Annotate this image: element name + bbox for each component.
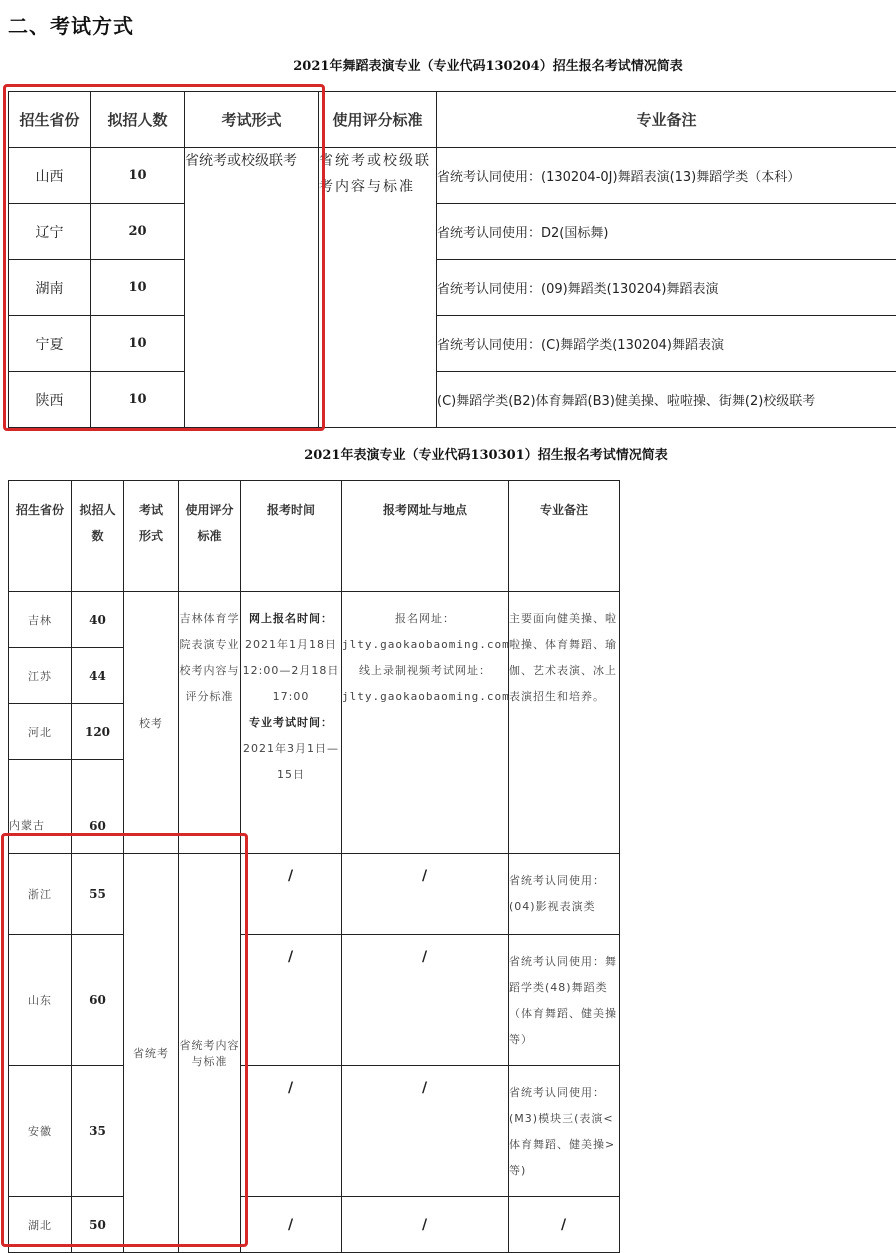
count-cell: 20 — [91, 204, 185, 260]
province-cell: 河北 — [9, 704, 72, 760]
exam-time-cell: / — [241, 935, 342, 1066]
table-row — [9, 1197, 620, 1253]
exam-time-cell: / — [241, 854, 342, 935]
province-cell: 湖南 — [9, 260, 91, 316]
header-time-text: 报考时间 — [267, 503, 315, 517]
video-site-label: 线上录制视频考试网址： — [342, 658, 508, 684]
exam-form-cell: 省统考或校级联考 — [185, 148, 319, 428]
province-cell: 安徽 — [9, 1066, 72, 1197]
count-cell: 55 — [72, 854, 124, 935]
header-exam-form: 考试形式 — [185, 92, 319, 148]
header-count-line-1: 拟招人 — [79, 503, 115, 517]
province-cell: 辽宁 — [9, 204, 91, 260]
standard-cell: 吉林体育学院表演专业校考内容与评分标准 — [179, 592, 241, 854]
header-standard-line-1: 使用评分 — [185, 503, 233, 517]
count-cell: 10 — [91, 260, 185, 316]
province-cell: 吉林 — [9, 592, 72, 648]
exam-time-cell: / — [241, 1066, 342, 1197]
count-cell: 44 — [72, 648, 124, 704]
province-cell: 湖北 — [9, 1197, 72, 1253]
performance-table — [8, 480, 620, 1253]
table-row — [9, 372, 896, 428]
note-cell: 省统考认同使用：D2(国标舞) — [437, 204, 896, 260]
exam-site-cell: / — [342, 935, 509, 1066]
registration-site-url[interactable]: jlty.gaokaobaoming.com — [342, 632, 508, 658]
header-standard — [179, 481, 241, 592]
province-cell: 宁夏 — [9, 316, 91, 372]
header-site — [342, 481, 509, 592]
registration-site-label: 报名网址： — [342, 606, 508, 632]
note-cell: 省统考认同使用：(M3)模块三(表演<体育舞蹈、健美操>等) — [509, 1066, 620, 1197]
header-note: 专业备注 — [437, 92, 896, 148]
exam-time-cell — [241, 592, 342, 854]
note-cell: 省统考认同使用：(130204-0J)舞蹈表演(13)舞蹈学类（本科） — [437, 148, 896, 204]
header-form-line-2: 形式 — [139, 529, 163, 543]
count-cell: 10 — [91, 316, 185, 372]
note-cell: 省统考认同使用：(04)影视表演类 — [509, 854, 620, 935]
header-province — [9, 481, 72, 592]
exam-site-cell — [342, 592, 509, 854]
registration-time-label: 网上报名时间： — [241, 606, 341, 632]
table-row — [9, 316, 896, 372]
exam-site-cell: / — [342, 854, 509, 935]
table-row — [9, 148, 896, 204]
header-note — [509, 481, 620, 592]
table2-header-row — [9, 481, 620, 592]
note-cell: 省统考认同使用：(C)舞蹈学类(130204)舞蹈表演 — [437, 316, 896, 372]
province-cell: 内蒙古 — [9, 760, 72, 854]
count-cell: 60 — [72, 760, 124, 854]
count-cell: 120 — [72, 704, 124, 760]
table-row — [9, 1066, 620, 1197]
count-cell: 40 — [72, 592, 124, 648]
registration-time-value: 2021年1月18日12:00—2月18日17:00 — [241, 632, 341, 710]
header-form-line-1: 考试 — [139, 503, 163, 517]
note-cell: / — [509, 1197, 620, 1253]
province-cell: 山西 — [9, 148, 91, 204]
header-standard-line-2: 标准 — [197, 529, 221, 543]
header-count-line-2: 数 — [91, 529, 103, 543]
header-standard: 使用评分标准 — [319, 92, 437, 148]
note-cell: 省统考认同使用：舞蹈学类(48)舞蹈类（体育舞蹈、健美操等） — [509, 935, 620, 1066]
note-cell: (C)舞蹈学类(B2)体育舞蹈(B3)健美操、啦啦操、街舞(2)校级联考 — [437, 372, 896, 428]
section-heading: 二、考试方式 — [8, 10, 134, 39]
province-cell: 浙江 — [9, 854, 72, 935]
standard-cell: 省统考或校级联考内容与标准 — [319, 148, 437, 428]
header-count: 拟招人数 — [91, 92, 185, 148]
exam-time-value: 2021年3月1日—15日 — [241, 736, 341, 788]
table-row — [9, 854, 620, 935]
exam-form-cell: 省统考 — [124, 854, 179, 1253]
exam-time-label: 专业考试时间： — [241, 710, 341, 736]
header-province-text: 招生省份 — [16, 503, 64, 517]
province-cell: 山东 — [9, 935, 72, 1066]
exam-site-cell: / — [342, 1197, 509, 1253]
table-row — [9, 204, 896, 260]
table2-caption: 2021年表演专业（专业代码130301）招生报名考试情况简表 — [280, 444, 692, 463]
table1-caption: 2021年舞蹈表演专业（专业代码130204）招生报名考试情况简表 — [270, 55, 706, 74]
header-count — [72, 481, 124, 592]
note-cell: 主要面向健美操、啦啦操、体育舞蹈、瑜伽、艺术表演、冰上表演招生和培养。 — [509, 592, 620, 854]
table-row — [9, 260, 896, 316]
standard-cell: 省统考内容与标准 — [179, 854, 241, 1253]
exam-time-cell: / — [241, 1197, 342, 1253]
count-cell: 35 — [72, 1066, 124, 1197]
province-cell: 陕西 — [9, 372, 91, 428]
count-cell: 10 — [91, 372, 185, 428]
header-time — [241, 481, 342, 592]
count-cell: 10 — [91, 148, 185, 204]
note-cell: 省统考认同使用：(09)舞蹈类(130204)舞蹈表演 — [437, 260, 896, 316]
header-note-text: 专业备注 — [540, 503, 588, 517]
exam-form-cell: 校考 — [124, 592, 179, 854]
table1-header-row — [9, 92, 896, 148]
header-exam-form — [124, 481, 179, 592]
dance-performance-table — [8, 91, 896, 428]
table-row — [9, 592, 620, 648]
table-row — [9, 935, 620, 1066]
header-site-text: 报考网址与地点 — [383, 503, 467, 517]
count-cell: 50 — [72, 1197, 124, 1253]
video-site-url[interactable]: jlty.gaokaobaoming.com — [342, 684, 508, 710]
province-cell: 江苏 — [9, 648, 72, 704]
count-cell: 60 — [72, 935, 124, 1066]
exam-site-cell: / — [342, 1066, 509, 1197]
header-province: 招生省份 — [9, 92, 91, 148]
